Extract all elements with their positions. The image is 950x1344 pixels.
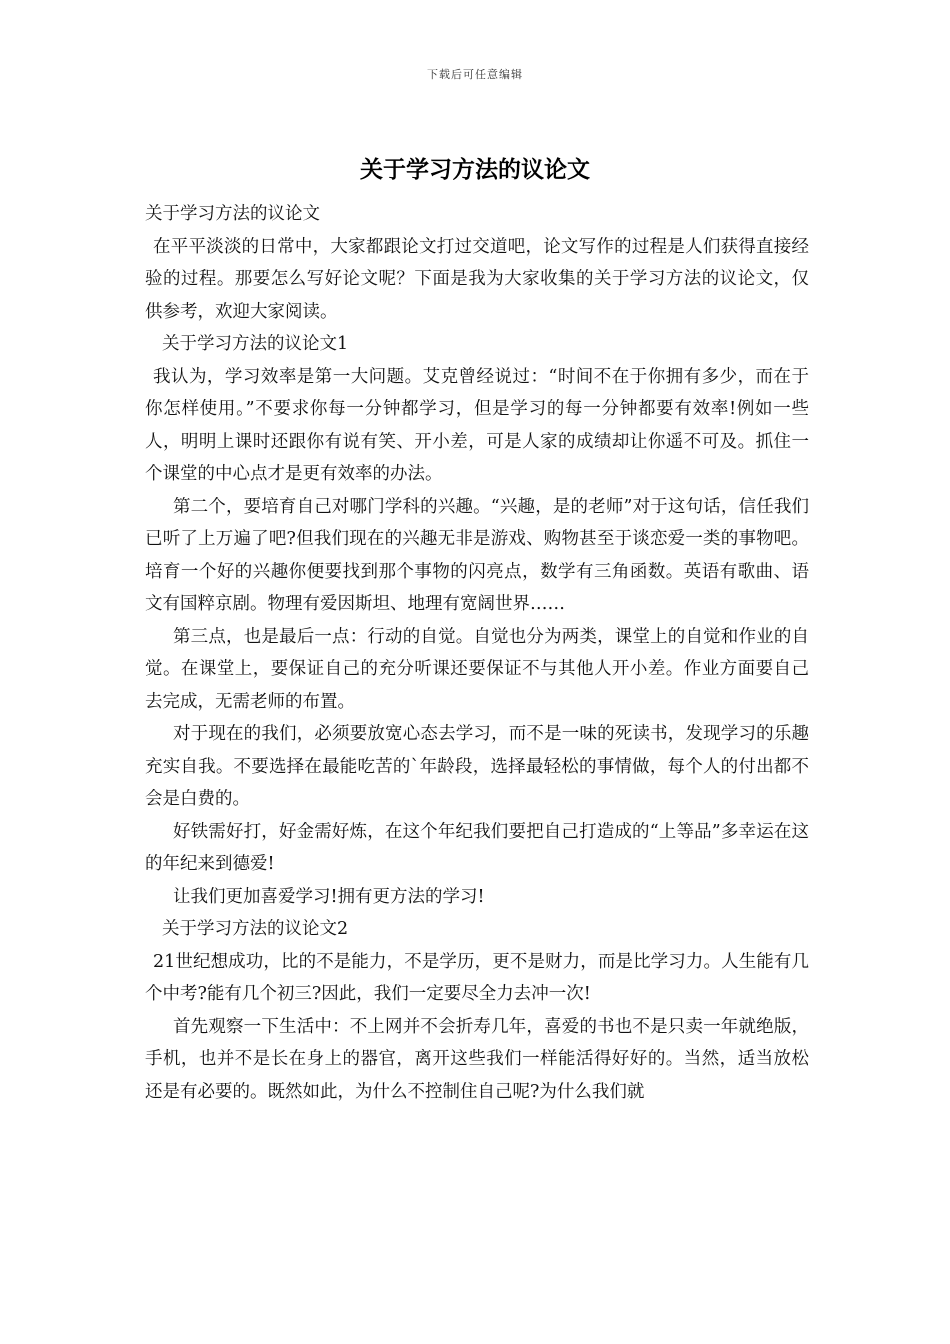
- document-subtitle: 关于学习方法的议论文: [145, 204, 320, 224]
- paragraph: 第三点，也是最后一点：行动的自觉。自觉也分为两类，课堂上的自觉和作业的自觉。在课堂上，要保证自己的充分听课还要保证不与其他人开小差。作业方面要自己去完成，无需老师的布置。: [145, 626, 809, 712]
- paragraph: 对于现在的我们，必须要放宽心态去学习，而不是一味的死读书，发现学习的乐趣充实自我。不要选择在最能吃苦的`年龄段，选择最轻松的事情做，每个人的付出都不会是白费的。: [145, 724, 809, 809]
- document-title: 关于学习方法的议论文: [360, 156, 590, 183]
- paragraph: 好铁需好打，好金需好炼，在这个年纪我们要把自己打造成的“上等品”多幸运在这的年纪来到德爱!: [145, 821, 809, 874]
- page-header-note: 下载后可任意编辑: [427, 68, 523, 81]
- paragraph: 首先观察一下生活中：不上网并不会折寿几年，喜爱的书也不是只卖一年就绝版，手机，也并不是长在身上的器官，离开这些我们一样能活得好好的。当然，适当放松还是有必要的。既然如此，为什么不控制住自己呢?为什么我们就: [145, 1016, 809, 1102]
- paragraph: 21世纪想成功，比的不是能力，不是学历，更不是财力，而是比学习力。人生能有几个中考?能有几个初三?因此，我们一定要尽全力去冲一次!: [145, 951, 809, 1004]
- document-body: [145, 198, 809, 1108]
- paragraph: 第二个，要培育自己对哪门学科的兴趣。“兴趣，是的老师”对于这句话，信任我们已听了上万遍了吧?但我们现在的兴趣无非是游戏、购物甚至于谈恋爱一类的事物吧。培育一个好的兴趣你便要找到那个事物的闪亮点，数学有三角函数。英语有歌曲、语文有国粹京剧。物理有爱因斯坦、地理有宽阔世界……: [145, 496, 809, 614]
- section-heading-2: 关于学习方法的议论文2: [162, 919, 349, 939]
- paragraph: 让我们更加喜爱学习!拥有更方法的学习!: [173, 886, 485, 907]
- paragraph: 我认为，学习效率是第一大问题。艾克曾经说过：“时间不在于你拥有多少，而在于你怎样使用。”不要求你每一分钟都学习，但是学习的每一分钟都要有效率!例如一些人，明明上课时还跟你有说有笑、开小差，可是人家的成绩却让你遥不可及。抓住一个课堂的中心点才是更有效率的办法。: [145, 366, 809, 484]
- paragraph-intro: 在平平淡淡的日常中，大家都跟论文打过交道吧，论文写作的过程是人们获得直接经验的过程。那要怎么写好论文呢？下面是我为大家收集的关于学习方法的议论文，仅供参考，欢迎大家阅读。: [145, 236, 809, 322]
- section-heading-1: 关于学习方法的议论文1: [162, 334, 349, 354]
